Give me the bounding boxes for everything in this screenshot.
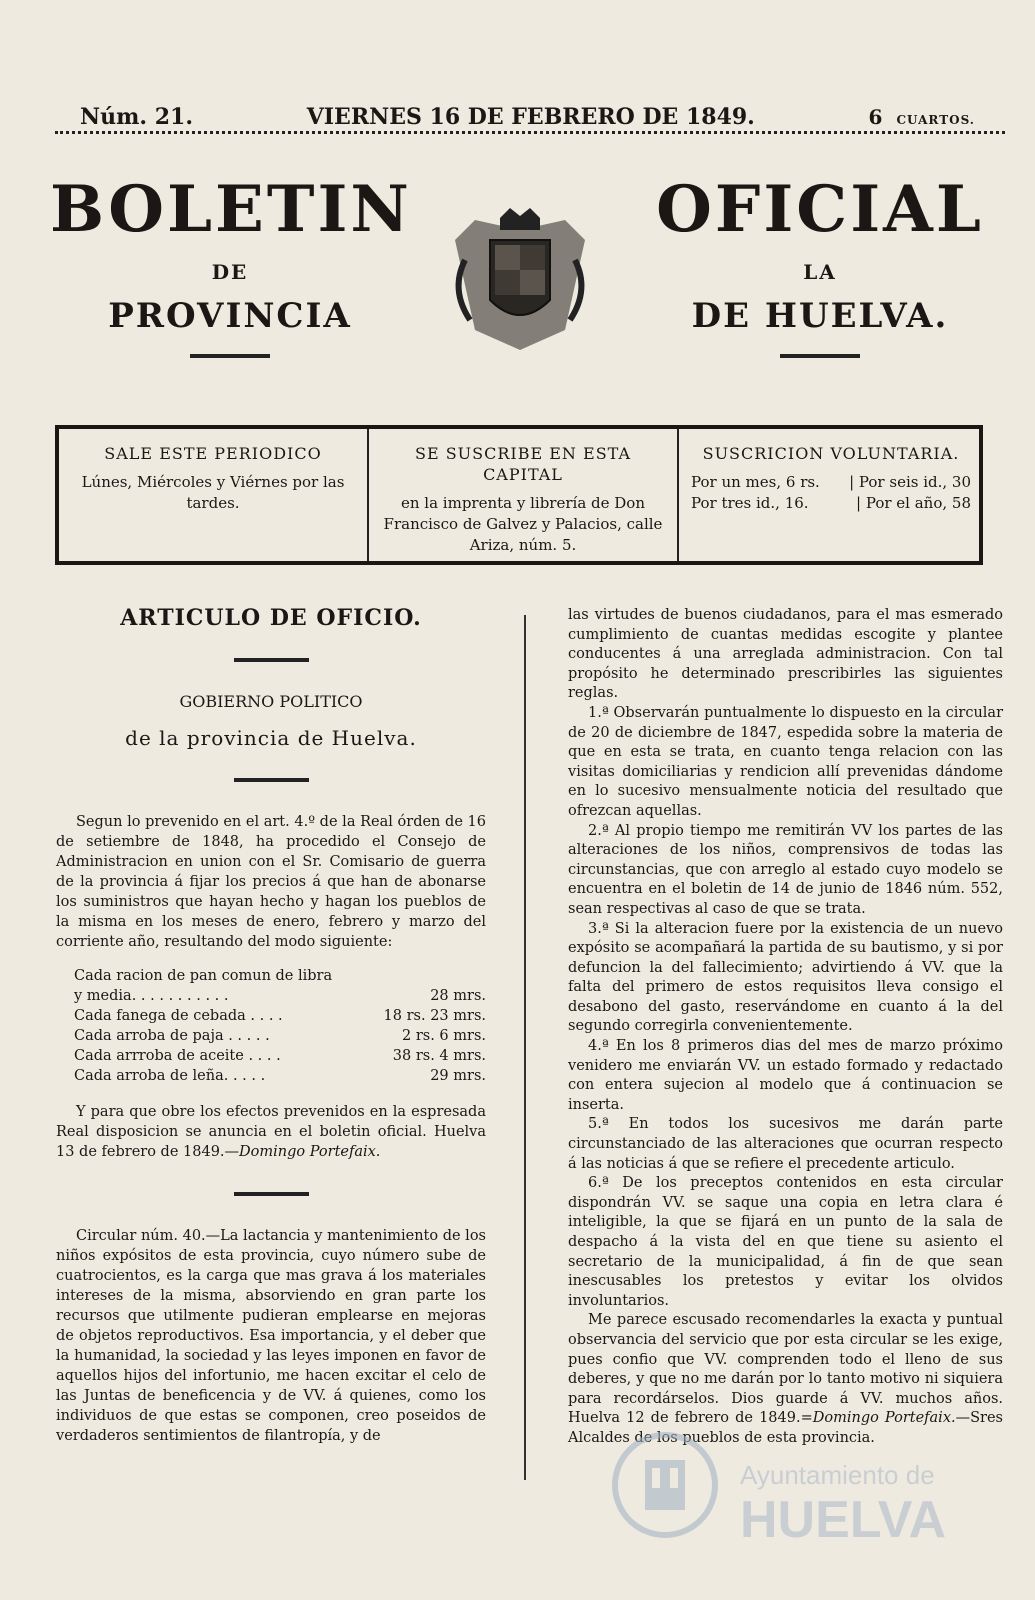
title-underline (780, 354, 860, 358)
divider (234, 1192, 309, 1196)
masthead-line (80, 104, 975, 130)
circular-paragraph: las virtudes de buenos ciudadanos, para el mas esmerado cumplimiento de cuantas medidas escogite y plantee conducentes á una arreglada administracion. Con tal propósito he determinado prescribirles las siguientes reglas. (568, 607, 1003, 702)
issue-date: VIERNES 16 DE FEBRERO DE 1849. (306, 104, 755, 130)
info-box (55, 425, 983, 565)
price-row: Por un mes, 6 rs. | Por seis id., 30 (691, 473, 971, 491)
rule-paragraph: 1.ª Observarán puntualmente lo dispuesto en la circular de 20 de diciembre de 1847, espedida sobre la materia de que en esta se trata, en cuanto tenga relacion con las visitas domiciliarias y rendicion allí prevenidas dándome en lo sucesivo mensualmente noticia del resultado que ofrezcan aquellas. (568, 704, 1003, 819)
office-title: GOBIERNO POLITICO (179, 692, 363, 711)
price-row: Por tres id., 16. | Por el año, 58 (691, 494, 971, 512)
table-row: Cada arrroba de aceite . . . . 38 rs. 4 mrs. (74, 1048, 486, 1064)
section-heading: ARTICULO DE OFICIO. (120, 605, 422, 631)
title-provincia: PROVINCIA (108, 296, 352, 336)
watermark-line1: Ayuntamiento de (740, 1460, 935, 1490)
right-column (568, 606, 1003, 1449)
table-row: Cada arroba de paja . . . . . 2 rs. 6 mrs. (74, 1028, 486, 1044)
signature: Domingo Portefaix. (239, 1144, 381, 1160)
issue-price: 6 CUARTOS. (868, 105, 975, 129)
circular-paragraph: Circular núm. 40.—La lactancia y mantenimiento de los niños expósitos de esta provincia, cuyo número sube de cuatrocientos, es la carga que mas grava á los materiales intereses de la misma, absorviendo en gran parte los recursos que utilmente pudieran emplearse en mejoras de objetos reproductivos. Esa importancia, y el deber que la humanidad, la sociedad y las leyes imponen en favor de aquellos hijos del infortunio, me hacen excitar el celo de las Juntas de beneficencia y de VV. á quienes, como los individuos de que estas se componen, creo poseidos de verdaderos sentimientos de filantropía, y de (56, 1228, 486, 1444)
issue-number: Núm. 21. (80, 104, 193, 130)
title-oficial: OFICIAL (656, 172, 984, 247)
rule-paragraph: 4.ª En los 8 primeros dias del mes de marzo próximo venidero me enviarán VV. un estado formado y redactado con entera sujecion al modelo que á continuacion se inserta. (568, 1038, 1003, 1113)
column-rule (524, 615, 526, 1480)
signature: Domingo Portefaix. (812, 1410, 956, 1427)
rule-paragraph: 3.ª Si la alteracion fuere por la existencia de un nuevo expósito se acompañará la partida de su bautismo, y si por defuncion la del fallecimiento; advirtiendo á VV. que la falta del primero de estos requisitos lleva consigo el desabono del gasto, reservándome en cuanto á la del segundo corregirla convenientemente. (568, 920, 1003, 1035)
table-row: y media. . . . . . . . . . . 28 mrs. (74, 988, 486, 1004)
closing-paragraph: Me parece escusado recomendarles la exacta y puntual observancia del servicio que por esta circular se les exige, pues confio que VV. comprenden todo el lleno de sus deberes, y que no me darán por lo tanto motivo ni siquiera para recordárselos. Dios guarde á VV. muchos años. Huelva 12 de febrero de 1849.=Domingo Portefaix.—Sres Alcaldes de los pueblos de esta provincia. (568, 1312, 1003, 1446)
title-la: LA (803, 260, 837, 284)
table-row: Cada racion de pan comun de libra (74, 968, 333, 984)
title-underline (190, 354, 270, 358)
watermark-line2: HUELVA (740, 1491, 947, 1549)
title-right (650, 172, 990, 358)
divider (234, 778, 309, 782)
table-row: Cada fanega de cebada . . . . 18 rs. 23 mrs. (74, 1008, 486, 1024)
archive-watermark (610, 1420, 947, 1560)
price-table (56, 966, 486, 1086)
left-column (56, 600, 486, 1446)
table-row: Cada arroba de leña. . . . . 29 mrs. (74, 1068, 486, 1084)
rule-paragraph: 2.ª Al propio tiempo me remitirán VV los partes de las alteraciones de los niños, comprensivos de todas las circunstancias, que con arreglo al estado cuyo modelo se encuentra en el boletin de 14 de junio de 1846 núm. 552, sean respectivas al caso de que se trata. (568, 822, 1003, 917)
notice-paragraph: Segun lo prevenido en el art. 4.º de la Real órden de 16 de setiembre de 1848, ha procedido el Consejo de Administracion en union con el Sr. Comisario de guerra de la provincia á fijar los precios á que han de abonarse los suministros que hayan hecho y hagan los pueblos de la misma en los meses de enero, febrero y marzo del corriente año, resultando del modo siguiente: (56, 814, 486, 950)
schedule-heading: SALE ESTE PERIODICO (104, 444, 322, 463)
divider (234, 658, 309, 662)
coat-of-arms-icon (445, 200, 595, 360)
office-subtitle: de la provincia de Huelva. (125, 726, 417, 750)
title-left (50, 172, 412, 358)
schedule-text: Lúnes, Miércoles y Viérnes por las tardes. (81, 473, 345, 512)
title-boletin: BOLETIN (50, 172, 412, 247)
title-de: DE (211, 260, 249, 284)
subscribe-text: en la imprenta y librería de Don Francisco de Galvez y Palacios, calle Ariza, núm. 5. (383, 494, 663, 554)
title-de-huelva: DE HUELVA. (691, 296, 949, 336)
notice-paragraph: Y para que obre los efectos prevenidos en la espresada Real disposicion se anuncia en el boletin oficial. Huelva 13 de febrero de 1849.—Domingo Portefaix. (56, 1104, 486, 1160)
info-prices (679, 429, 979, 561)
info-subscribe (369, 429, 679, 561)
subscribe-heading: SE SUSCRIBE EN ESTA CAPITAL (414, 444, 632, 484)
dotted-rule (55, 131, 1005, 138)
rule-paragraph: 6.ª De los preceptos contenidos en esta circular dispondrán VV. se saque una copia en letra clara é inteligible, la que se fijará en un punto de la sala de despacho á la vista del en que tiene su asiento el secretario de la municipalidad, á fin de que sean inescusables los pretestos y evitar los olvidos involuntarios. (568, 1175, 1003, 1309)
info-schedule (59, 429, 369, 561)
rule-paragraph: 5.ª En todos los sucesivos me darán parte circunstanciado de las alteraciones que ocurran respecto á las noticias á que se refiere el precedente articulo. (568, 1116, 1003, 1172)
city-seal-icon (610, 1420, 720, 1550)
prices-heading: SUSCRICION VOLUNTARIA. (702, 444, 960, 463)
